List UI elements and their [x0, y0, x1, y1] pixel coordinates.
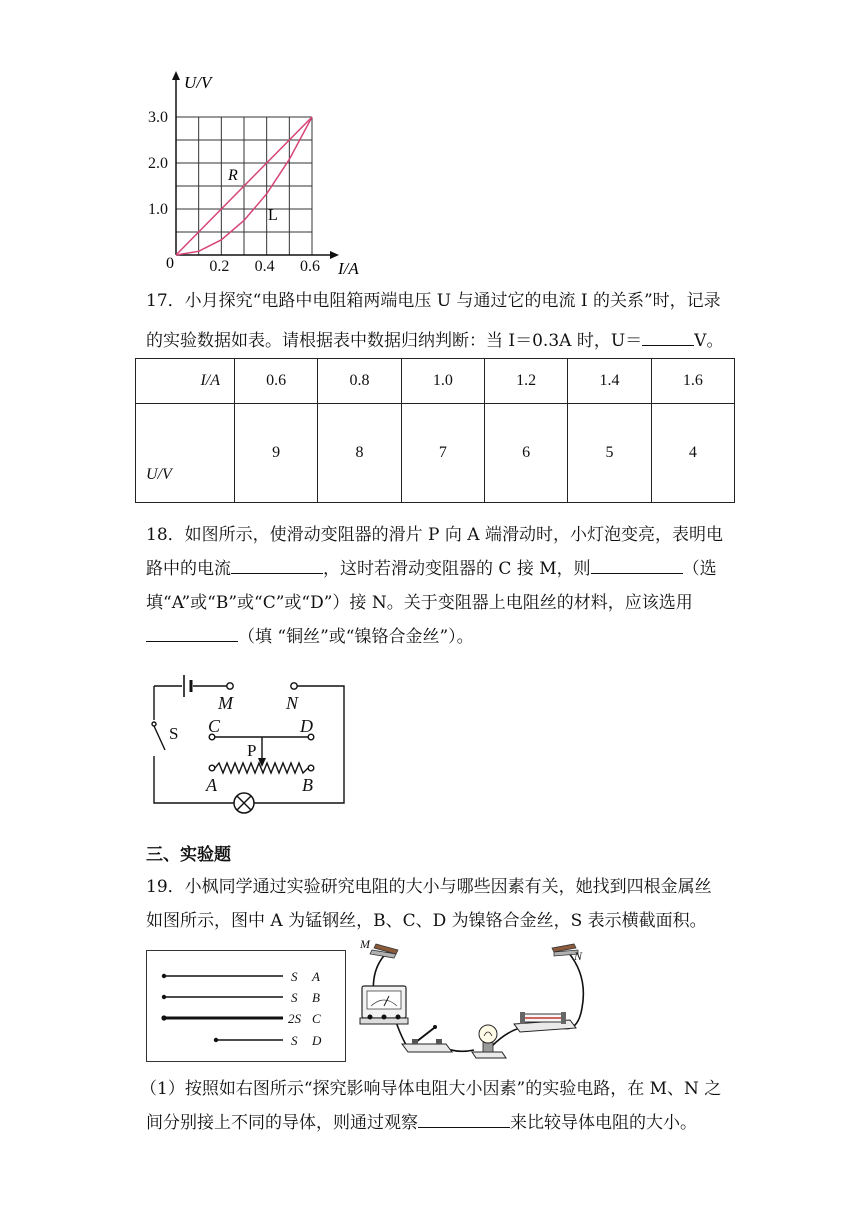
graph-ticks: [148, 109, 320, 275]
y-tick-label: 2.0: [148, 155, 168, 172]
q19-blank-observe[interactable]: [418, 1109, 510, 1128]
q18-blank-terminal[interactable]: [591, 555, 683, 574]
wire-holder-icon: [514, 1012, 576, 1032]
terminal-m: [227, 683, 233, 689]
q18-circuit-diagram: [140, 670, 355, 815]
label-m: M: [218, 693, 233, 713]
wire-c-area: 2S: [288, 1011, 301, 1026]
row-header-current: I/A: [136, 359, 235, 404]
terminal-b: [308, 765, 314, 771]
wire-c-name: C: [312, 1011, 321, 1026]
label-s: S: [169, 724, 179, 743]
q18-line1: 18．如图所示，使滑动变阻器的滑片 P 向 A 端滑动时，小灯泡变亮，表明电: [146, 525, 723, 545]
table-cell: 1.0: [401, 359, 484, 404]
curve-label-r: R: [228, 167, 238, 184]
q19-sub1-line2: [146, 1106, 697, 1140]
q17-data-table: [135, 358, 735, 503]
terminal-a: [209, 765, 215, 771]
table-cell: 6: [484, 404, 567, 503]
x-tick-label: 0.4: [254, 258, 275, 275]
table-cell: 5: [568, 404, 651, 503]
switch-blade: [154, 726, 165, 750]
u-i-graph: [140, 60, 380, 285]
x-axis-label: I/A: [338, 259, 359, 278]
wire-b-area: S: [291, 990, 298, 1005]
section-heading: 三、实验题: [146, 845, 231, 865]
table-row: [136, 359, 735, 404]
wire-c-end: [161, 1015, 166, 1020]
label-a: A: [206, 775, 217, 795]
wire-a-name: A: [312, 969, 320, 984]
origin-label: 0: [166, 255, 174, 272]
q17-line2: [146, 324, 723, 358]
q19-sub1-line2-part1: 间分别接上不同的导体，则通过观察: [146, 1113, 418, 1133]
q18-blank-current[interactable]: [231, 555, 323, 574]
row-header-voltage: U/V: [136, 404, 235, 503]
wire-b-end: [162, 995, 166, 999]
circuit-wire-left-bottom: [154, 756, 234, 803]
switch-contact: [152, 722, 156, 726]
q18-line4-text: （填 “铜丝”或“镍铬合金丝”）。: [238, 627, 474, 647]
label-n: N: [286, 693, 299, 713]
label-c: C: [208, 716, 221, 736]
q19-line1: 19．小枫同学通过实验研究电阻的大小与哪些因素有关，她找到四根金属丝: [146, 877, 712, 897]
label-b: B: [302, 775, 313, 795]
table-cell: 9: [235, 404, 318, 503]
q17-line2-text: 的实验数据如表。请根据表中数据归纳判断：当 I＝0.3A 时，U＝: [146, 331, 643, 351]
q17-line1: 17．小月探究“电路中电阻箱两端电压 U 与通过它的电流 I 的关系”时，记录: [146, 291, 721, 311]
table-row: [136, 404, 735, 503]
table-cell: 0.6: [235, 359, 318, 404]
clip-m-label: M: [360, 937, 370, 951]
q19-experiment-circuit: [356, 936, 606, 1066]
y-tick-label: 1.0: [148, 201, 168, 218]
circuit-wire-n-right: [254, 686, 344, 803]
q17-answer-blank[interactable]: [642, 327, 694, 346]
q19-wires-figure: [146, 950, 346, 1062]
wire-b-name: B: [312, 990, 320, 1005]
knife-switch-icon: [402, 1025, 452, 1052]
y-tick-label: 3.0: [148, 109, 168, 126]
q19-line2: 如图所示，图中 A 为锰钢丝，B、C、D 为镍铬合金丝，S 表示横截面积。: [146, 911, 707, 931]
q18-line3: 填“A”或“B”或“C”或“D”）接 N。关于变阻器上电阻丝的材料，应该选用: [146, 593, 693, 613]
q17-line2-end: V。: [694, 331, 724, 351]
q18-line2-part3: （选: [682, 559, 717, 579]
clip-n-label: N: [574, 949, 583, 963]
y-axis-arrow: [172, 71, 180, 80]
q19-sub1-line2-part2: 来比较导体电阻的大小。: [510, 1113, 697, 1133]
table-cell: 0.8: [318, 359, 401, 404]
q18-blank-material[interactable]: [146, 623, 238, 642]
wire-d-area: S: [291, 1033, 298, 1048]
clip-m: [370, 944, 398, 958]
q19-sub1-line1: （1）按照如右图所示“探究影响导体电阻大小因素”的实验电路，在 M、N 之: [140, 1079, 722, 1099]
table-cell: 1.6: [651, 359, 734, 404]
wire-d-name: D: [312, 1033, 322, 1048]
x-axis-arrow: [330, 251, 339, 259]
curve-label-l: L: [268, 207, 278, 224]
wire-a-end: [162, 974, 166, 978]
bulb-icon: [472, 1025, 506, 1058]
table-cell: 1.4: [568, 359, 651, 404]
table-cell: 4: [651, 404, 734, 503]
q18-line2-part2: ，这时若滑动变阻器的 C 接 M，则: [323, 559, 591, 579]
label-d: D: [300, 716, 313, 736]
x-tick-label: 0.6: [300, 258, 320, 275]
q18-line4: [146, 620, 474, 654]
terminal-n: [291, 683, 297, 689]
y-axis-label: U/V: [184, 73, 212, 92]
x-tick-label: 0.2: [209, 258, 230, 275]
q18-line2-part1: 路中的电流: [146, 559, 231, 579]
label-p: P: [247, 741, 257, 760]
wire-a-area: S: [291, 969, 298, 984]
ammeter-icon: [360, 986, 408, 1024]
q18-line2: [146, 552, 717, 586]
table-cell: 1.2: [484, 359, 567, 404]
table-cell: 7: [401, 404, 484, 503]
wire-d-end: [214, 1038, 218, 1042]
table-cell: 8: [318, 404, 401, 503]
